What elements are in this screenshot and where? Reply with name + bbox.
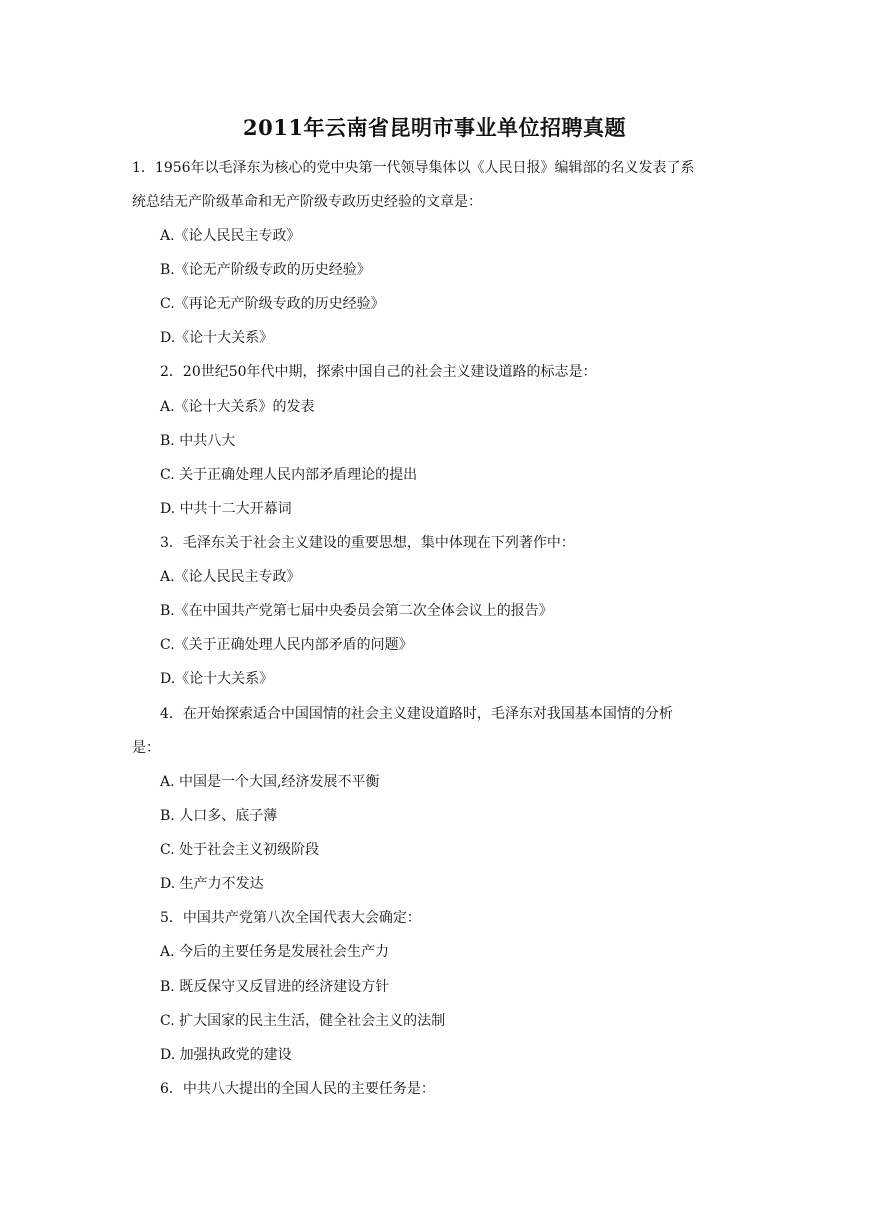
q1-option-c: C.《再论无产阶级专政的历史经验》 [160,296,385,312]
q2-option-a: A.《论十大关系》的发表 [160,399,315,415]
question-4-text-cont: 是： [132,740,160,756]
question-1-text-cont: 统总结无产阶级革命和无产阶级专政历史经验的文章是： [132,194,482,210]
q5-option-d: D. 加强执政党的建设 [160,1047,292,1063]
q2-option-d: D. 中共十二大开幕词 [160,501,292,517]
q4-option-a: A. 中国是一个大国,经济发展不平衡 [160,774,380,790]
q1-option-b: B.《论无产阶级专政的历史经验》 [160,262,371,278]
q2-option-c: C. 关于正确处理人民内部矛盾理论的提出 [160,467,418,483]
q4-option-c: C. 处于社会主义初级阶段 [160,842,320,858]
q4-option-d: D. 生产力不发达 [160,876,264,892]
q1-option-d: D.《论十大关系》 [160,330,274,346]
q5-option-b: B. 既反保守又反冒进的经济建设方针 [160,979,390,995]
q3-option-c: C.《关于正确处理人民内部矛盾的问题》 [160,637,413,653]
question-1-text: 1．1956年以毛泽东为核心的党中央第一代领导集体以《人民日报》编辑部的名义发表了系 [132,160,695,176]
page-title: 2011年云南省昆明市事业单位招聘真题 [243,115,626,140]
question-6-text: 6．中共八大提出的全国人民的主要任务是： [160,1081,435,1097]
q3-option-a: A.《论人民民主专政》 [160,569,301,585]
question-2-text: 2．20世纪50年代中期，探索中国自己的社会主义建设道路的标志是： [160,364,597,380]
q3-option-b: B.《在中国共产党第七届中央委员会第二次全体会议上的报告》 [160,603,553,619]
q3-option-d: D.《论十大关系》 [160,671,274,687]
question-3-text: 3．毛泽东关于社会主义建设的重要思想，集中体现在下列著作中： [160,535,575,551]
q4-option-b: B. 人口多、底子薄 [160,808,278,824]
q2-option-b: B. 中共八大 [160,433,236,449]
question-5-text: 5．中国共产党第八次全国代表大会确定： [160,910,421,926]
q5-option-c: C. 扩大国家的民主生活，健全社会主义的法制 [160,1013,446,1029]
q1-option-a: A.《论人民民主专政》 [160,228,301,244]
q5-option-a: A. 今后的主要任务是发展社会生产力 [160,944,390,960]
question-4-text: 4．在开始探索适合中国国情的社会主义建设道路时，毛泽东对我国基本国情的分析 [160,706,673,722]
